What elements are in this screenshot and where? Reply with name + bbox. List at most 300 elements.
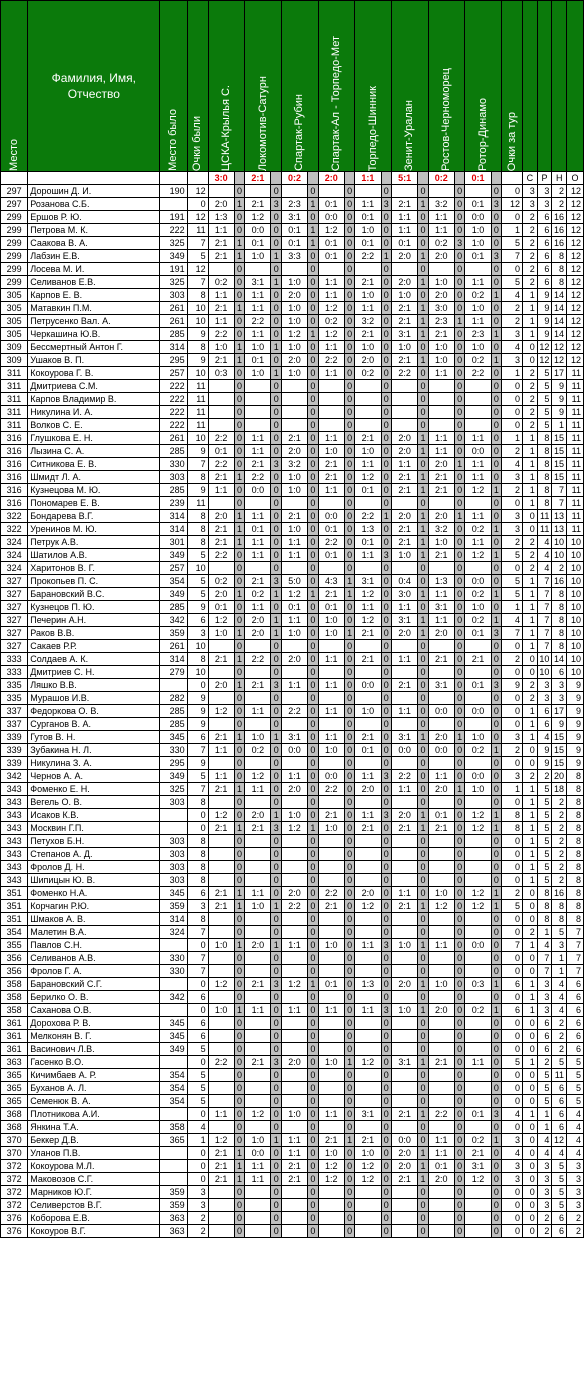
prediction-points-cell: 0 [271, 510, 281, 523]
place-cell: 327 [1, 601, 28, 614]
prediction-cell: 2:0 [355, 783, 381, 796]
prediction-points-cell: 0 [454, 1108, 464, 1121]
prediction-points-cell: 0 [271, 315, 281, 328]
prediction-cell: 2:1 [428, 471, 454, 484]
prediction-cell [392, 757, 418, 770]
points-was-cell: 5 [187, 250, 208, 263]
stat-cell: 1 [523, 432, 538, 445]
score-gap [308, 172, 318, 185]
prediction-points-cell: 0 [344, 1069, 354, 1082]
table-row [1, 1095, 584, 1108]
prediction-points-cell: 0 [381, 276, 391, 289]
prediction-cell: 1:1 [465, 510, 491, 523]
prediction-points-cell: 0 [491, 211, 501, 224]
stat-cell: 1 [523, 497, 538, 510]
prediction-points-cell: 0 [308, 874, 318, 887]
prediction-points-cell: 0 [344, 601, 354, 614]
stat-cell: 11 [567, 406, 584, 419]
prediction-points-cell: 0 [454, 601, 464, 614]
prediction-cell: 0:2 [208, 575, 234, 588]
prediction-cell [465, 757, 491, 770]
header-place: Место [1, 1, 28, 172]
header-game-4: Спартак-Ал - Торпедо-Мет [318, 1, 355, 172]
stat-cell: 1 [523, 796, 538, 809]
prediction-cell [428, 1186, 454, 1199]
prediction-cell: 3:1 [392, 731, 418, 744]
place-was-cell [160, 1056, 187, 1069]
prediction-cell [465, 1082, 491, 1095]
place-was-cell: 359 [160, 1186, 187, 1199]
prediction-points-cell: 0 [271, 1199, 281, 1212]
prediction-points-cell: 0 [491, 302, 501, 315]
stat-cell: 7 [537, 614, 552, 627]
stat-cell: 14 [552, 653, 567, 666]
prediction-cell: 2:1 [245, 679, 271, 692]
table-row [1, 1160, 584, 1173]
prediction-points-cell: 0 [491, 718, 501, 731]
prediction-cell: 1:1 [245, 1160, 271, 1173]
prediction-points-cell: 0 [344, 731, 354, 744]
prediction-cell: 0:1 [245, 523, 271, 536]
fio-cell: Ситникова Е. В. [28, 458, 160, 471]
prediction-cell: 1:1 [318, 705, 344, 718]
stat-cell: 10 [552, 549, 567, 562]
place-was-cell: 354 [160, 1069, 187, 1082]
prediction-cell: 2:1 [392, 536, 418, 549]
prediction-cell: 3:3 [281, 250, 307, 263]
points-was-cell: 5 [187, 575, 208, 588]
prediction-cell [428, 757, 454, 770]
prediction-points-cell: 1 [344, 575, 354, 588]
prediction-points-cell: 0 [381, 497, 391, 510]
prediction-points-cell: 0 [234, 848, 244, 861]
prediction-cell [355, 419, 381, 432]
prediction-points-cell: 0 [271, 380, 281, 393]
prediction-cell [465, 497, 491, 510]
stat-cell: 8 [552, 900, 567, 913]
prediction-cell [428, 1095, 454, 1108]
prediction-points-cell: 0 [271, 965, 281, 978]
stat-cell: 6 [537, 1017, 552, 1030]
stat-cell: 1 [523, 835, 538, 848]
tour-points-cell: 0 [502, 692, 523, 705]
stat-cell: 2 [567, 1212, 584, 1225]
prediction-points-cell: 0 [491, 965, 501, 978]
prediction-cell [355, 666, 381, 679]
prediction-points-cell: 0 [308, 523, 318, 536]
prediction-points-cell: 0 [418, 1225, 428, 1238]
prediction-cell: 1:0 [355, 1147, 381, 1160]
prediction-cell [318, 991, 344, 1004]
prediction-points-cell: 1 [491, 1004, 501, 1017]
prediction-points-cell: 0 [381, 523, 391, 536]
stat-cell: 9 [567, 731, 584, 744]
place-was-cell: 261 [160, 640, 187, 653]
points-was-cell: 9 [187, 718, 208, 731]
stat-cell: 10 [567, 640, 584, 653]
table-row [1, 445, 584, 458]
table-row [1, 1147, 584, 1160]
place-was-cell [160, 679, 187, 692]
prediction-cell [281, 1030, 307, 1043]
prediction-cell [428, 185, 454, 198]
prediction-cell: 2:1 [208, 1173, 234, 1186]
fio-cell: Черкашина Ю.В. [28, 328, 160, 341]
place-was-cell: 345 [160, 1030, 187, 1043]
prediction-points-cell: 0 [381, 731, 391, 744]
prediction-points-cell: 0 [344, 614, 354, 627]
tour-points-cell: 4 [502, 341, 523, 354]
prediction-cell: 2:1 [392, 1173, 418, 1186]
stat-cell: 4 [567, 1134, 584, 1147]
prediction-cell: 1:1 [318, 484, 344, 497]
prediction-cell [245, 419, 271, 432]
place-cell: 343 [1, 783, 28, 796]
stat-cell: 7 [552, 497, 567, 510]
prediction-cell: 2:0 [281, 354, 307, 367]
scores-row [1, 172, 584, 185]
prediction-points-cell: 0 [454, 848, 464, 861]
prediction-cell: 2:2 [208, 549, 234, 562]
prediction-cell: 2:0 [428, 510, 454, 523]
prediction-cell: 2:2 [392, 770, 418, 783]
stat-cell: 12 [567, 198, 584, 211]
table-row [1, 887, 584, 900]
place-was-cell [160, 1147, 187, 1160]
prediction-points-cell: 0 [381, 211, 391, 224]
prediction-points-cell: 0 [271, 861, 281, 874]
prediction-cell: 3:1 [245, 276, 271, 289]
prediction-cell: 0:1 [208, 445, 234, 458]
prediction-cell: 1:0 [465, 237, 491, 250]
prediction-points-cell: 0 [418, 341, 428, 354]
prediction-points-cell: 0 [344, 822, 354, 835]
prediction-cell: 1:2 [208, 809, 234, 822]
prediction-points-cell: 1 [491, 328, 501, 341]
prediction-points-cell: 0 [381, 614, 391, 627]
stat-cell: 11 [567, 510, 584, 523]
prediction-points-cell: 0 [308, 614, 318, 627]
points-was-cell: 11 [187, 497, 208, 510]
stat-cell: 12 [567, 224, 584, 237]
tour-points-cell: 0 [502, 718, 523, 731]
prediction-cell [245, 848, 271, 861]
prediction-cell [392, 991, 418, 1004]
prediction-points-cell: 1 [418, 1108, 428, 1121]
prediction-cell [465, 419, 491, 432]
prediction-points-cell: 3 [381, 809, 391, 822]
stat-cell: 8 [567, 770, 584, 783]
score-blank [1, 172, 28, 185]
points-was-cell: 6 [187, 1030, 208, 1043]
prediction-points-cell: 0 [454, 406, 464, 419]
prediction-points-cell: 0 [344, 913, 354, 926]
stat-cell: 17 [552, 705, 567, 718]
fio-cell: Корчагин Р.Ю. [28, 900, 160, 913]
prediction-cell [465, 1199, 491, 1212]
prediction-points-cell: 0 [418, 575, 428, 588]
header-game-7: Ростов-Черноморец [428, 1, 465, 172]
table-row [1, 224, 584, 237]
stat-cell: 1 [523, 978, 538, 991]
stat-cell: 14 [552, 315, 567, 328]
stat-cell: 4 [567, 1147, 584, 1160]
prediction-points-cell: 0 [381, 484, 391, 497]
prediction-points-cell: 1 [418, 588, 428, 601]
prediction-points-cell: 0 [271, 237, 281, 250]
prediction-points-cell: 1 [418, 510, 428, 523]
prediction-cell [208, 965, 234, 978]
prediction-points-cell: 0 [234, 1225, 244, 1238]
prediction-points-cell: 0 [454, 679, 464, 692]
prediction-points-cell: 0 [234, 432, 244, 445]
stat-cell: 2 [523, 367, 538, 380]
prediction-points-cell: 0 [234, 1056, 244, 1069]
prediction-cell: 2:1 [208, 783, 234, 796]
prediction-points-cell: 0 [491, 926, 501, 939]
header-fio: Фамилия, Имя, Отчество [28, 1, 160, 172]
prediction-cell: 2:0 [392, 978, 418, 991]
prediction-points-cell: 0 [308, 965, 318, 978]
stat-cell: 4 [537, 731, 552, 744]
prediction-points-cell: 0 [308, 757, 318, 770]
prediction-cell: 1:0 [355, 705, 381, 718]
place-cell: 335 [1, 679, 28, 692]
place-was-cell: 285 [160, 705, 187, 718]
stat-cell: 1 [537, 1121, 552, 1134]
stat-cell: 8 [537, 900, 552, 913]
prediction-cell: 2:0 [208, 679, 234, 692]
prediction-cell [392, 263, 418, 276]
prediction-cell: 1:1 [245, 302, 271, 315]
prediction-cell: 1:0 [318, 939, 344, 952]
stat-cell: 10 [567, 666, 584, 679]
prediction-cell [245, 263, 271, 276]
prediction-cell [281, 263, 307, 276]
place-was-cell: 345 [160, 887, 187, 900]
prediction-points-cell: 0 [234, 1095, 244, 1108]
prediction-cell: 1:1 [208, 744, 234, 757]
prediction-cell: 1:2 [318, 1160, 344, 1173]
stat-cell: 3 [537, 1173, 552, 1186]
prediction-points-cell: 0 [491, 575, 501, 588]
prediction-points-cell: 0 [308, 510, 318, 523]
prediction-points-cell: 0 [418, 991, 428, 1004]
prediction-cell [281, 913, 307, 926]
prediction-cell [392, 965, 418, 978]
place-cell: 311 [1, 406, 28, 419]
stat-cell: 3 [537, 978, 552, 991]
points-was-cell: 5 [187, 1043, 208, 1056]
stat-cell: 9 [552, 718, 567, 731]
prediction-points-cell: 1 [308, 822, 318, 835]
prediction-points-cell: 0 [491, 445, 501, 458]
prediction-cell [318, 393, 344, 406]
table-row [1, 1004, 584, 1017]
stat-cell: 8 [567, 783, 584, 796]
prediction-points-cell: 0 [234, 549, 244, 562]
prediction-cell: 0:1 [281, 237, 307, 250]
stat-cell: 7 [537, 627, 552, 640]
prediction-points-cell: 0 [234, 913, 244, 926]
prediction-cell: 1:1 [318, 289, 344, 302]
tour-points-cell: 2 [502, 536, 523, 549]
place-cell: 372 [1, 1160, 28, 1173]
stat-cell: 2 [537, 1212, 552, 1225]
prediction-cell [208, 1082, 234, 1095]
prediction-points-cell: 0 [454, 744, 464, 757]
prediction-points-cell: 0 [234, 263, 244, 276]
prediction-points-cell: 0 [271, 1160, 281, 1173]
prediction-points-cell: 0 [308, 1212, 318, 1225]
stat-cell: 11 [567, 367, 584, 380]
prediction-cell: 2:2 [208, 432, 234, 445]
prediction-points-cell: 0 [308, 835, 318, 848]
stat-cell: 0 [523, 354, 538, 367]
table-row [1, 471, 584, 484]
prediction-points-cell: 0 [308, 1199, 318, 1212]
prediction-points-cell: 0 [418, 263, 428, 276]
prediction-points-cell: 1 [491, 978, 501, 991]
stat-cell: 7 [567, 952, 584, 965]
table-row [1, 211, 584, 224]
stat-cell: 2 [523, 692, 538, 705]
prediction-points-cell: 0 [454, 1186, 464, 1199]
prediction-cell: 1:2 [318, 328, 344, 341]
prediction-points-cell: 0 [271, 1212, 281, 1225]
prediction-points-cell: 0 [344, 315, 354, 328]
prediction-cell: 0:2 [465, 289, 491, 302]
prediction-cell: 1:1 [428, 211, 454, 224]
prediction-points-cell: 0 [344, 237, 354, 250]
prediction-cell [208, 1095, 234, 1108]
points-was-cell: 12 [187, 263, 208, 276]
points-was-cell: 0 [187, 809, 208, 822]
prediction-points-cell: 0 [418, 926, 428, 939]
prediction-points-cell: 0 [454, 692, 464, 705]
prediction-points-cell: 0 [454, 1069, 464, 1082]
stat-cell: 12 [552, 1134, 567, 1147]
prediction-cell: 0:1 [318, 549, 344, 562]
place-cell: 365 [1, 1069, 28, 1082]
prediction-cell: 2:1 [392, 679, 418, 692]
place-was-cell: 354 [160, 1095, 187, 1108]
prediction-cell [208, 380, 234, 393]
stat-cell: 3 [523, 198, 538, 211]
prediction-points-cell: 0 [308, 1043, 318, 1056]
prediction-cell: 0:1 [355, 744, 381, 757]
prediction-points-cell: 0 [344, 1199, 354, 1212]
prediction-points-cell: 1 [271, 367, 281, 380]
table-row [1, 549, 584, 562]
prediction-cell: 2:1 [208, 887, 234, 900]
fio-cell: Лызина С. А. [28, 445, 160, 458]
prediction-cell: 2:1 [428, 1056, 454, 1069]
header-tour-points: Очки за тур [502, 1, 523, 172]
prediction-points-cell: 0 [271, 445, 281, 458]
place-was-cell: 314 [160, 523, 187, 536]
place-was-cell: 303 [160, 835, 187, 848]
prediction-cell: 1:2 [355, 900, 381, 913]
prediction-points-cell: 0 [381, 588, 391, 601]
prediction-cell: 1:1 [392, 653, 418, 666]
prediction-points-cell: 0 [491, 497, 501, 510]
place-cell: 324 [1, 562, 28, 575]
prediction-points-cell: 0 [418, 653, 428, 666]
fio-cell: Шмидт Л. А. [28, 471, 160, 484]
prediction-points-cell: 0 [344, 848, 354, 861]
header-game-8: Ротор-Динамо [465, 1, 502, 172]
place-was-cell: 279 [160, 666, 187, 679]
stat-cell: 5 [552, 1186, 567, 1199]
prediction-cell: 2:2 [208, 1056, 234, 1069]
prediction-points-cell: 0 [234, 380, 244, 393]
tour-points-cell: 0 [502, 393, 523, 406]
place-was-cell: 222 [160, 224, 187, 237]
prediction-cell: 2:0 [392, 276, 418, 289]
table-row [1, 250, 584, 263]
prediction-cell: 1:1 [245, 887, 271, 900]
prediction-cell [355, 1121, 381, 1134]
prediction-points-cell: 0 [418, 393, 428, 406]
prediction-cell [428, 796, 454, 809]
prediction-points-cell: 0 [491, 835, 501, 848]
stat-cell: 7 [552, 484, 567, 497]
prediction-points-cell: 1 [491, 809, 501, 822]
points-was-cell: 6 [187, 731, 208, 744]
place-cell: 356 [1, 965, 28, 978]
stat-cell: 8 [537, 445, 552, 458]
prediction-cell [465, 1043, 491, 1056]
prediction-points-cell: 0 [418, 601, 428, 614]
table-row [1, 198, 584, 211]
stat-cell: 1 [523, 601, 538, 614]
stat-cell: 8 [552, 913, 567, 926]
fio-cell: Федоркова О. В. [28, 705, 160, 718]
table-row [1, 965, 584, 978]
prediction-cell [208, 1043, 234, 1056]
fio-cell: Лосева М. И. [28, 263, 160, 276]
points-was-cell: 2 [187, 1212, 208, 1225]
prediction-cell: 1:2 [465, 809, 491, 822]
stat-cell: 8 [537, 432, 552, 445]
place-was-cell: 330 [160, 744, 187, 757]
table-row [1, 991, 584, 1004]
prediction-points-cell: 1 [234, 1160, 244, 1173]
prediction-points-cell: 0 [454, 276, 464, 289]
place-was-cell: 358 [160, 1121, 187, 1134]
prediction-cell [245, 1043, 271, 1056]
stat-cell: 2 [552, 861, 567, 874]
fio-cell: Беккер Д.В. [28, 1134, 160, 1147]
tour-points-cell: 1 [502, 367, 523, 380]
prediction-points-cell: 0 [491, 1225, 501, 1238]
prediction-cell: 1:0 [318, 744, 344, 757]
prediction-points-cell: 0 [454, 913, 464, 926]
points-was-cell: 10 [187, 315, 208, 328]
prediction-cell: 1:3 [355, 978, 381, 991]
prediction-points-cell: 0 [454, 874, 464, 887]
place-was-cell: 324 [160, 926, 187, 939]
prediction-cell: 1:2 [281, 822, 307, 835]
prediction-cell [208, 796, 234, 809]
prediction-points-cell: 3 [381, 1004, 391, 1017]
prediction-cell: 0:0 [245, 1147, 271, 1160]
prediction-cell: 2:1 [281, 1160, 307, 1173]
prediction-cell: 1:0 [355, 341, 381, 354]
prediction-points-cell: 1 [491, 588, 501, 601]
table-row [1, 302, 584, 315]
